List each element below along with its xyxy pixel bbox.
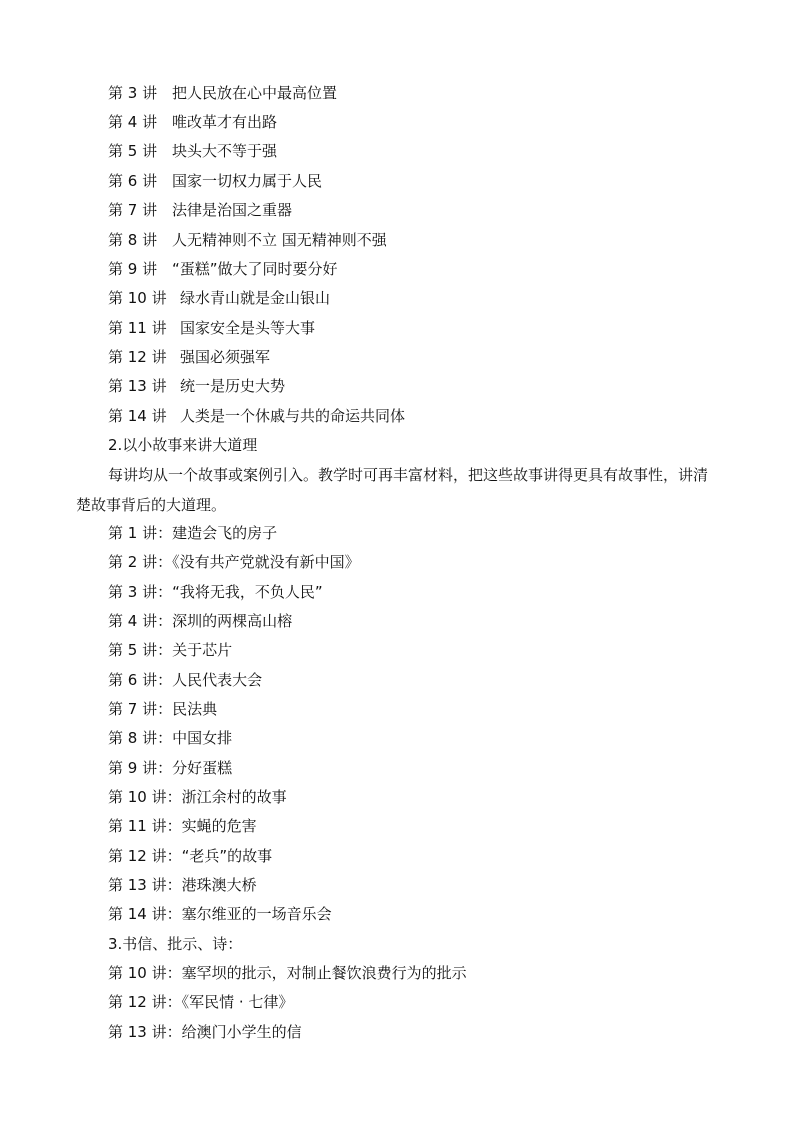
story-item: 第 13 讲：港珠澳大桥 [108,876,257,894]
lecture-item [108,199,292,221]
lecture-number: 第 14 讲 [108,407,167,425]
story-item: 第 14 讲：塞尔维亚的一场音乐会 [108,905,332,923]
section-heading: 2.以小故事来讲大道理 [108,436,258,454]
story-item: 第 6 讲：人民代表大会 [108,671,263,689]
lecture-item [108,170,322,192]
lecture-number: 第 6 讲 [108,172,158,190]
section-heading: 3.书信、批示、诗： [108,935,243,953]
letter-item: 第 13 讲：给澳门小学生的信 [108,1023,302,1041]
lecture-number: 第 4 讲 [108,113,158,131]
lecture-number: 第 5 讲 [108,142,158,160]
lecture-item [108,258,338,280]
lecture-item [108,111,277,133]
lecture-item [108,82,337,104]
lecture-title: 国家一切权力属于人民 [172,172,323,190]
story-item: 第 7 讲：民法典 [108,700,218,718]
story-item: 第 2 讲：《没有共产党就没有新中国》 [108,553,360,571]
lecture-item [108,317,315,339]
lecture-number: 第 13 讲 [108,377,167,395]
story-item: 第 11 讲：实蝇的危害 [108,817,257,835]
lecture-title: 人类是一个休戚与共的命运共同体 [180,407,406,425]
lecture-title: 块头大不等于强 [172,142,278,160]
story-item: 第 3 讲：“我将无我，不负人民” [108,583,323,601]
lecture-title: “蛋糕”做大了同时要分好 [172,260,338,278]
lecture-title: 国家安全是头等大事 [180,319,316,337]
lecture-item [108,287,330,309]
lecture-item [108,229,387,251]
story-item: 第 9 讲：分好蛋糕 [108,759,233,777]
lecture-number: 第 12 讲 [108,348,167,366]
lecture-title: 统一是历史大势 [180,377,286,395]
story-item: 第 12 讲：“老兵”的故事 [108,847,273,865]
story-item: 第 1 讲：建造会飞的房子 [108,524,278,542]
story-item: 第 5 讲：关于芯片 [108,641,233,659]
lecture-number: 第 9 讲 [108,260,158,278]
lecture-number: 第 7 讲 [108,201,158,219]
lecture-title: 绿水青山就是金山银山 [180,289,331,307]
lecture-item [108,140,277,162]
lecture-number: 第 10 讲 [108,289,167,307]
lecture-title: 强国必须强军 [180,348,271,366]
lecture-title: 人无精神则不立 国无精神则不强 [172,231,387,249]
lecture-number: 第 3 讲 [108,84,158,102]
story-item: 第 8 讲：中国女排 [108,729,233,747]
lecture-title: 法律是治国之重器 [172,201,293,219]
letter-item: 第 10 讲：塞罕坝的批示，对制止餐饮浪费行为的批示 [108,964,467,982]
lecture-item [108,346,270,368]
story-item: 第 10 讲：浙江余村的故事 [108,788,287,806]
lecture-item [108,405,405,427]
lecture-number: 第 8 讲 [108,231,158,249]
lecture-title: 唯改革才有出路 [172,113,278,131]
letter-item: 第 12 讲：《军民情 · 七律》 [108,993,294,1011]
story-item: 第 4 讲：深圳的两棵高山榕 [108,612,293,630]
section-paragraph: 每讲均从一个故事或案例引入。教学时可再丰富材料，把这些故事讲得更具有故事性，讲清楚故事背后的大道理。 [76,466,709,514]
lecture-title: 把人民放在心中最高位置 [172,84,338,102]
lecture-item [108,375,285,397]
lecture-number: 第 11 讲 [108,319,167,337]
